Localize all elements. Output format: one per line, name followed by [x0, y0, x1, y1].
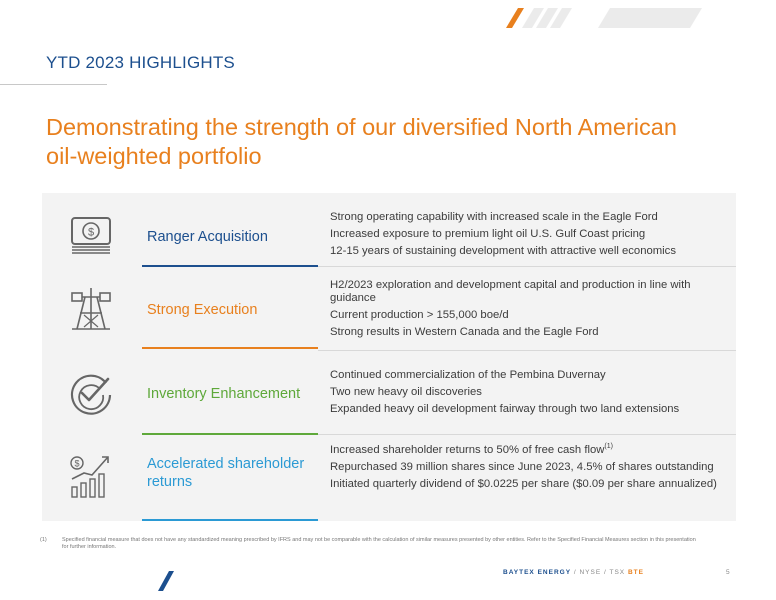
- highlight-row-execution: [42, 267, 736, 351]
- bullet-text: Initiated quarterly dividend of $0.0225 per share ($0.09 per share annualized): [330, 477, 717, 490]
- bullet-text: Strong results in Western Canada and the Eagle Ford: [330, 326, 599, 338]
- footer-separator: /: [603, 569, 607, 576]
- growth-chart-icon: [68, 453, 114, 499]
- footer-ticker: BTE: [627, 569, 644, 576]
- headline: Demonstrating the strength of our diversified North American oil-weighted portfolio: [46, 114, 677, 169]
- highlights-panel: [42, 193, 736, 521]
- highlight-row-ranger: [42, 193, 736, 267]
- highlight-label: Accelerated shareholder returns: [147, 456, 305, 490]
- highlight-row-shareholder: [42, 435, 736, 521]
- page-title: YTD 2023 HIGHLIGHTS: [46, 53, 235, 72]
- header-stripes-decoration: [494, 6, 704, 28]
- bullet-text: H2/2023 exploration and development capital and production in line with guidance: [330, 279, 691, 304]
- highlight-bullets: [330, 279, 720, 343]
- bullet-text: Two new heavy oil discoveries: [330, 386, 482, 398]
- bullet-text: Continued commercialization of the Pembina Duvernay: [330, 369, 606, 381]
- footer-separator: /: [573, 569, 577, 576]
- highlight-underline: [142, 347, 318, 349]
- highlight-bullets: [330, 369, 720, 420]
- highlight-label: Ranger Acquisition: [147, 229, 268, 245]
- title-divider: [0, 84, 107, 85]
- highlight-row-inventory: [42, 351, 736, 435]
- bullet-text: Current production > 155,000 boe/d: [330, 309, 509, 321]
- bullet-text: 12-15 years of sustaining development with attractive well economics: [330, 245, 676, 257]
- highlight-label: Inventory Enhancement: [147, 386, 301, 402]
- footer-exchange: TSX: [609, 569, 626, 576]
- svg-text:$: $: [87, 226, 95, 239]
- footnote-text: Specified financial measure that does not have any standardized meaning prescribed by IFRS and may not be comparable with the calculation of similar measures presented by other entities. Refer to the Specified Financial Measures section in this presentation for further information.: [62, 537, 696, 550]
- footer-exchange: NYSE: [579, 569, 602, 576]
- page-number: 5: [726, 569, 730, 576]
- footer-brand-line: [503, 569, 644, 576]
- highlight-bullets: [330, 211, 720, 262]
- bullet-text: Increased shareholder returns to 50% of free cash flow: [330, 443, 605, 456]
- bullet-text: Expanded heavy oil development fairway through two land extensions: [330, 403, 680, 415]
- bullet-text: Repurchased 39 million shares since June 2023, 4.5% of shares outstanding: [330, 460, 714, 473]
- footer-brand: BAYTEX ENERGY: [503, 569, 572, 576]
- bullet-text: Strong operating capability with increased scale in the Eagle Ford: [330, 211, 658, 223]
- footnote-number: (1): [40, 537, 47, 543]
- highlight-label: Strong Execution: [147, 302, 258, 318]
- money-bill-icon: [68, 210, 114, 256]
- highlight-underline: [142, 519, 318, 521]
- check-circle-icon: [68, 371, 114, 417]
- bullet-with-footnote: [330, 440, 720, 457]
- highlight-bullets: [330, 440, 720, 495]
- drilling-rig-icon: [68, 285, 114, 331]
- svg-text:$: $: [74, 458, 80, 469]
- footnote-marker: (1): [604, 443, 613, 450]
- bullet-text: Increased exposure to premium light oil U.S. Gulf Coast pricing: [330, 228, 646, 240]
- footer-slash-decoration: [156, 569, 176, 591]
